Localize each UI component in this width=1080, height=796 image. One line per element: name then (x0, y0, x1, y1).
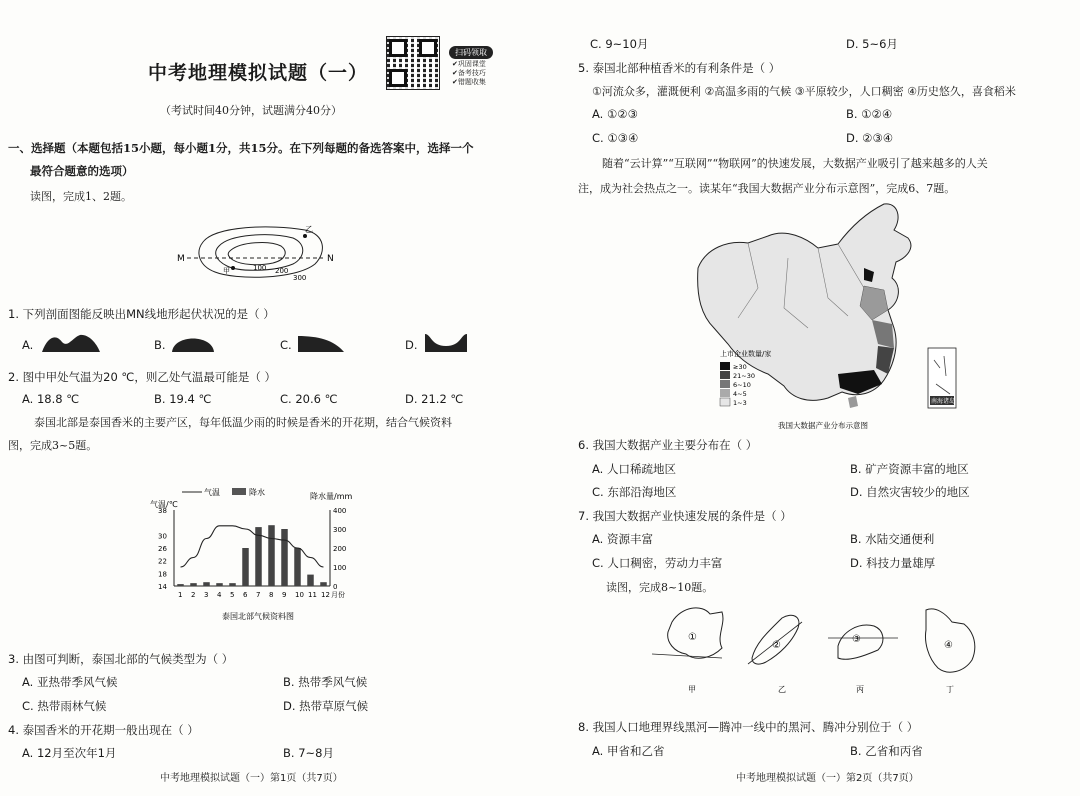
precip-bar (203, 582, 210, 586)
q3-option-b[interactable]: B. 热带季风气候 (283, 675, 368, 689)
q3-option-a[interactable]: A. 亚热带季风气候 (22, 675, 118, 689)
q2-option-a[interactable]: A. 18.8 ℃ (22, 392, 80, 406)
x-tick: 1 (178, 591, 183, 599)
x-tick: 3 (204, 591, 209, 599)
q7-stem: 7. 我国大数据产业快速发展的条件是（ ） (578, 509, 792, 523)
q4-option-a[interactable]: A. 12月至次年1月 (22, 746, 117, 760)
q6-option-c[interactable]: C. 东部沿海地区 (592, 485, 677, 499)
label-m: M (177, 254, 185, 264)
precip-bar (281, 529, 288, 586)
qr-benefit-item: ✔错题收集 (452, 78, 486, 86)
read-instruction-2: 读图，完成8~10题。 (606, 581, 714, 594)
legend-item: 21~30 (733, 372, 755, 380)
province-num-2: ② (772, 640, 781, 651)
qr-corner (389, 69, 407, 87)
province-num-3: ③ (852, 634, 861, 645)
read-instruction: 读图，完成1、2题。 (30, 190, 132, 203)
contour-map (175, 222, 345, 284)
x-tick: 6 (243, 591, 248, 599)
precip-bar (307, 575, 314, 586)
legend-item: 4~5 (733, 390, 747, 398)
q5-option-d[interactable]: D. ②③④ (846, 131, 894, 145)
passage-thai-rice: 泰国北部是泰国香米的主要产区，每年低温少雨的时候是香米的开花期，结合气候资料 (34, 416, 452, 429)
legend-swatch (720, 380, 730, 388)
q3-stem: 3. 由图可判断，泰国北部的气候类型为（ ） (8, 652, 234, 666)
province-num-1: ① (688, 632, 697, 643)
region-hainan (848, 396, 858, 408)
q3-option-d[interactable]: D. 热带草原气候 (283, 699, 369, 713)
q2-option-c[interactable]: C. 20.6 ℃ (280, 392, 338, 406)
x-axis-suffix: 月份 (331, 591, 345, 599)
q1-option-d[interactable]: D. (405, 338, 418, 352)
province-num-4: ④ (944, 640, 953, 651)
q6-option-a[interactable]: A. 人口稀疏地区 (592, 462, 676, 476)
q4-option-c[interactable]: C. 9~10月 (590, 37, 649, 51)
province-label-jia: 甲 (688, 685, 696, 694)
x-tick: 7 (256, 591, 261, 599)
precip-bar (294, 548, 301, 586)
q5-option-b[interactable]: B. ①②④ (846, 107, 893, 121)
legend-item: 1~3 (733, 399, 747, 407)
x-tick: 11 (308, 591, 317, 599)
q8-stem: 8. 我国人口地理界线黑河—腾冲一线中的黑河、腾冲分别位于（ ） (578, 720, 919, 734)
precip-bar (242, 548, 249, 586)
y-left-tick: 38 (158, 507, 167, 515)
y-right-tick: 200 (333, 545, 347, 553)
profile-d (423, 332, 469, 354)
x-tick: 5 (230, 591, 235, 599)
legend-swatch (720, 398, 730, 406)
y-left-label: 气温/℃ (150, 500, 178, 509)
province-label-ding: 丁 (946, 685, 954, 694)
x-tick: 4 (217, 591, 222, 599)
q7-option-c[interactable]: C. 人口稠密，劳动力丰富 (592, 556, 723, 570)
q5-option-a[interactable]: A. ①②③ (592, 107, 638, 121)
q5-stem: 5. 泰国北部种植香米的有利条件是（ ） (578, 61, 781, 75)
precip-bar (320, 582, 327, 586)
q1-option-a[interactable]: A. (22, 338, 34, 352)
qr-benefit-item: ✔备考技巧 (452, 69, 486, 77)
q8-option-b[interactable]: B. 乙省和丙省 (850, 744, 923, 758)
y-left-tick: 26 (158, 545, 167, 553)
q2-stem: 2. 图中甲处气温为20 ℃，则乙处气温最可能是（ ） (8, 370, 276, 384)
qr-corner (389, 39, 407, 57)
precip-bar (229, 583, 236, 586)
y-right-tick: 400 (333, 507, 347, 515)
contour-100 (228, 243, 285, 265)
footer-left: 中考地理模拟试题（一）第1页（共7页） (160, 773, 343, 784)
province-label-yi: 乙 (778, 685, 786, 694)
contour-label-200: 200 (275, 267, 289, 275)
qr-benefit-item: ✔巩固课堂 (452, 60, 486, 68)
precip-bar (268, 525, 275, 586)
x-tick: 10 (295, 591, 304, 599)
legend-swatch (720, 389, 730, 397)
legend-temp-label: 气温 (204, 488, 220, 497)
x-tick: 9 (282, 591, 287, 599)
y-left-tick: 18 (158, 570, 167, 579)
exam-info: （考试时间40分钟，试题满分40分） (160, 104, 342, 117)
legend-swatch (720, 362, 730, 370)
province-label-bing: 丙 (856, 685, 864, 694)
precip-bar (177, 584, 184, 586)
label-n: N (327, 254, 334, 264)
q7-option-b[interactable]: B. 水陆交通便利 (850, 532, 935, 546)
contour-label-100: 100 (253, 264, 267, 272)
chart-x-labels (178, 590, 345, 599)
profile-b (170, 332, 216, 354)
label-yi: 乙 (305, 225, 313, 234)
y-left-tick: 14 (158, 583, 167, 591)
y-right-label: 降水量/mm (310, 492, 353, 501)
y-right-tick: 100 (333, 564, 347, 572)
qr-benefit-list (452, 60, 486, 87)
map-legend (720, 362, 755, 407)
profile-c (296, 332, 346, 354)
temperature-line (181, 526, 324, 567)
passage-thai-rice-cont: 图，完成3~5题。 (8, 439, 98, 452)
climate-chart (146, 482, 376, 628)
q1-option-b[interactable]: B. (154, 338, 166, 352)
chart-ticks (158, 507, 346, 591)
y-right-tick: 0 (333, 583, 338, 591)
q1-option-c[interactable]: C. (280, 338, 292, 352)
page-right (540, 0, 1080, 796)
point-jia (231, 266, 235, 270)
legend-swatch (720, 371, 730, 379)
contour-label-300: 300 (293, 274, 307, 282)
inset-label: 南海诸岛 (931, 398, 956, 405)
legend-item: 6~10 (733, 381, 751, 389)
footer-right: 中考地理模拟试题（一）第2页（共7页） (736, 773, 919, 784)
x-tick: 8 (269, 591, 274, 599)
y-left-tick: 30 (158, 532, 167, 541)
legend-precip-label: 降水 (249, 488, 265, 497)
q7-option-d[interactable]: D. 科技力量雄厚 (850, 556, 936, 570)
label-jia: 甲 (223, 267, 230, 275)
q6-option-b[interactable]: B. 矿产资源丰富的地区 (850, 462, 969, 476)
q4-option-b[interactable]: B. 7~8月 (283, 746, 334, 760)
chart-title: 泰国北部气候资料图 (222, 612, 294, 621)
section1-heading-cont: 最符合题意的选项） (30, 164, 134, 178)
passage-bigdata: 随着“云计算”“互联网”“物联网”的快速发展，大数据产业吸引了越来越多的人关 (602, 157, 988, 170)
province-shapes (652, 602, 992, 702)
q5-conditions: ①河流众多，灌溉便利 ②高温多雨的气候 ③平原较少，人口稠密 ④历史悠久，喜食稻米 (592, 85, 1016, 98)
q1-stem: 1. 下列剖面图能反映出MN线地形起伏状况的是（ ） (8, 307, 275, 321)
q3-option-c[interactable]: C. 热带雨林气候 (22, 699, 107, 713)
x-tick: 12 (321, 591, 330, 599)
passage-bigdata-cont: 注，成为社会热点之一。读某年“我国大数据产业分布示意图”，完成6、7题。 (578, 182, 956, 195)
y-right-tick: 300 (333, 526, 347, 534)
legend-precip-swatch (232, 488, 246, 495)
legend-item: ≥30 (733, 363, 747, 371)
exam-title: 中考地理模拟试题（一） (148, 62, 369, 84)
q5-option-c[interactable]: C. ①③④ (592, 131, 639, 145)
q6-stem: 6. 我国大数据产业主要分布在（ ） (578, 438, 758, 452)
qr-code[interactable] (386, 36, 440, 90)
qr-corner (419, 39, 437, 57)
chart-bars (177, 525, 327, 586)
q4-stem: 4. 泰国香米的开花期一般出现在（ ） (8, 723, 199, 737)
map-legend-title: 上市企业数量/家 (720, 350, 772, 358)
precip-bar (190, 583, 197, 586)
profile-a (40, 332, 102, 354)
y-left-tick: 22 (158, 557, 167, 566)
q4-option-d[interactable]: D. 5~6月 (846, 37, 898, 51)
point-yi (303, 234, 307, 238)
precip-bar (216, 583, 223, 586)
map-caption: 我国大数据产业分布示意图 (778, 421, 868, 430)
q8-option-a[interactable]: A. 甲省和乙省 (592, 744, 665, 758)
qr-badge: 扫码领取 (449, 46, 493, 59)
china-bigdata-map (688, 198, 958, 436)
x-tick: 2 (191, 591, 196, 599)
q6-option-d[interactable]: D. 自然灾害较少的地区 (850, 485, 970, 499)
section1-heading: 一、选择题（本题包括15小题，每小题1分，共15分。在下列每题的备选答案中，选择一个 (8, 141, 474, 155)
q2-option-d[interactable]: D. 21.2 ℃ (405, 392, 464, 406)
q7-option-a[interactable]: A. 资源丰富 (592, 532, 653, 546)
q2-option-b[interactable]: B. 19.4 ℃ (154, 392, 212, 406)
